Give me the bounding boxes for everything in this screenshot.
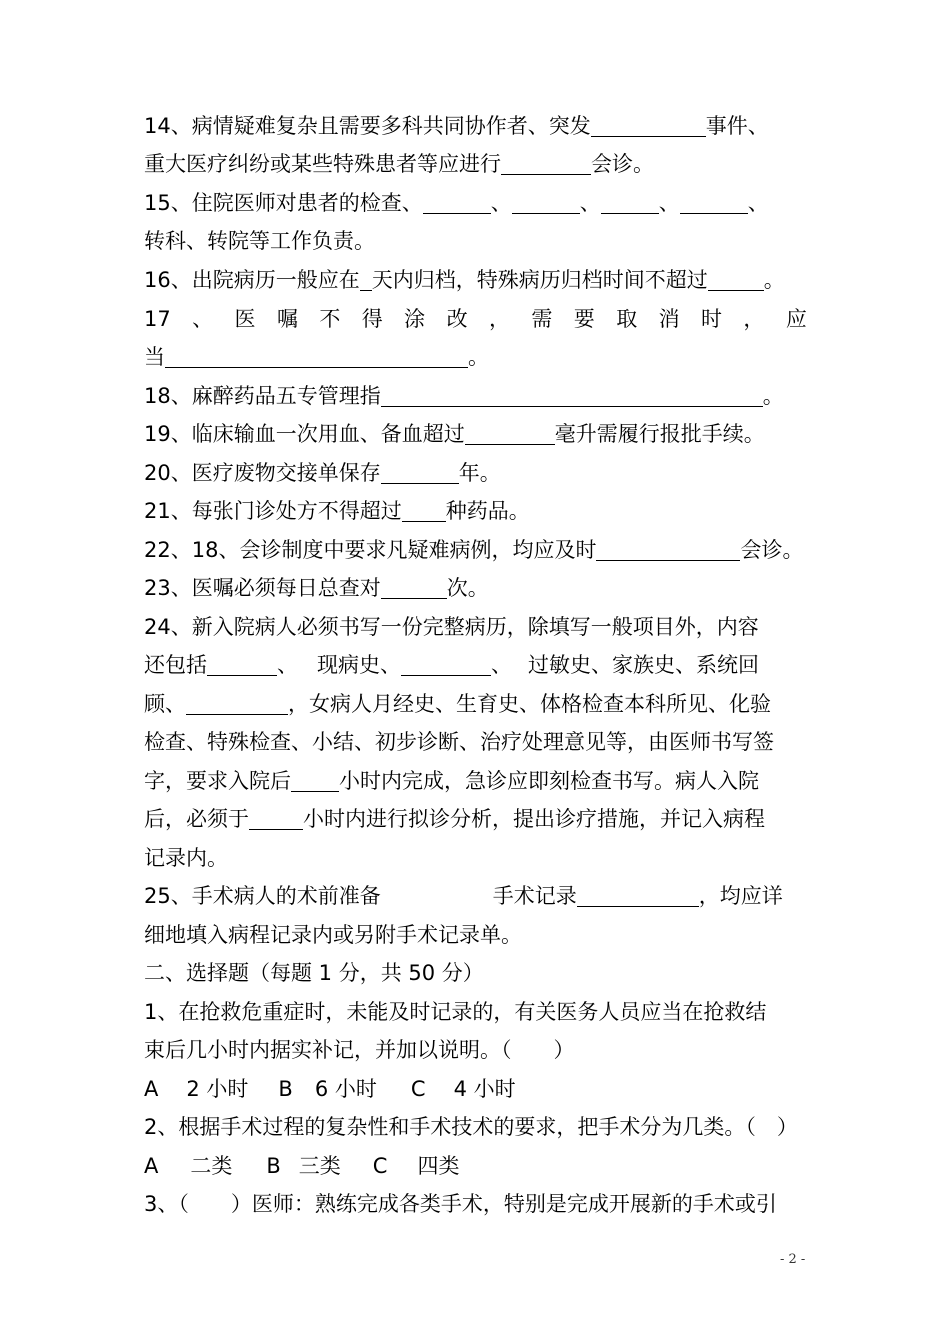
q17-char: 时 (701, 307, 723, 331)
q24-text: 小时内完成，急诊应即刻检查书写。病人入院 (339, 769, 759, 793)
question-21-line (144, 498, 530, 524)
question-24-line-2 (144, 652, 759, 678)
q24-blank-1 (207, 653, 277, 676)
q22-blank (596, 538, 740, 561)
question-24-line-7: 记录内。 (144, 846, 228, 870)
q16-text-c: 。 (763, 268, 785, 292)
question-24-line-3 (144, 691, 771, 717)
choice-2-line-1: 2、根据手术过程的复杂性和手术技术的要求，把手术分为几类。（ ） (144, 1115, 798, 1139)
option-text: 四类 (417, 1154, 460, 1178)
q14-text-b: 事件、 (705, 114, 769, 138)
section-heading: 二、选择题（每题 1 分，共 50 分） (144, 961, 484, 985)
option-letter: B (278, 1077, 293, 1101)
q18-blank (381, 384, 763, 407)
q25-text: ，均应详 (698, 884, 783, 908)
q24-text: ，女病人月经史、生育史、体格检查本科所见、化验 (288, 692, 771, 716)
q24-text: 、 (277, 653, 298, 677)
q20-blank (381, 461, 459, 484)
q24-blank-5 (249, 807, 303, 830)
q17-text-b: 当 (144, 345, 165, 369)
option-text: 2 小时 (186, 1077, 249, 1101)
option-letter: B (266, 1154, 281, 1178)
q23-blank (381, 576, 447, 599)
q18-text-b: 。 (762, 384, 784, 408)
q17-text-c: 。 (468, 345, 489, 369)
question-24-line-6 (144, 806, 765, 832)
q16-blank-1 (360, 268, 372, 291)
question-20-line (144, 460, 501, 486)
q17-char: 不 (319, 307, 341, 331)
q24-text: 、 (491, 653, 512, 677)
q19-text-b: 毫升需履行报批手续。 (554, 422, 765, 446)
q21-text-b: 种药品。 (445, 499, 530, 523)
q19-text-a: 19、临床输血一次用血、备血超过 (144, 422, 465, 446)
q17-char: 消 (658, 307, 680, 331)
option-text: 三类 (298, 1154, 341, 1178)
question-17-line-2 (144, 344, 489, 370)
question-14-line-1 (144, 113, 769, 139)
q17-char: 应 (785, 307, 807, 331)
q15-text-c: 转科、转院等工作负责。 (144, 229, 375, 253)
q24-text: 顾、 (144, 692, 186, 716)
q17-char: 17 (144, 307, 171, 331)
question-15-line-2 (144, 228, 375, 254)
choice-2-options (144, 1153, 459, 1179)
question-22-line (144, 537, 803, 563)
q24-blank-4 (291, 769, 339, 792)
q24-text: 现病史、 (317, 653, 401, 677)
q17-char: 取 (616, 307, 638, 331)
page-number: - 2 - (780, 1252, 806, 1267)
q17-char: 需 (531, 307, 553, 331)
q14-text-c: 重大医疗纠纷或某些特殊患者等应进行 (144, 152, 501, 176)
q21-text-a: 21、每张门诊处方不得超过 (144, 499, 402, 523)
q15-sep-2: 、 (579, 191, 601, 215)
q14-blank-1 (591, 114, 706, 137)
q17-char: 嘱 (276, 307, 298, 331)
q24-blank-3 (186, 692, 288, 715)
question-16-line (144, 267, 785, 293)
q16-blank-2 (708, 268, 764, 291)
q25-text: 手术记录 (492, 884, 577, 908)
question-24-line-5 (144, 768, 759, 794)
option-text: 二类 (190, 1154, 233, 1178)
option-text: 6 小时 (314, 1077, 377, 1101)
q21-blank (402, 499, 446, 522)
option-letter: C (372, 1154, 388, 1178)
q15-blank-2 (512, 191, 580, 214)
q17-char: 要 (573, 307, 595, 331)
q20-text-b: 年。 (458, 461, 501, 485)
question-24-line-4: 检查、特殊检查、小结、初步诊断、治疗处理意见等，由医师书写签 (144, 730, 774, 754)
q15-sep-3: 、 (658, 191, 680, 215)
question-15-line-1 (144, 190, 769, 216)
q14-text-d: 会诊。 (591, 152, 654, 176)
q15-sep-1: 、 (490, 191, 512, 215)
q23-text-b: 次。 (446, 576, 489, 600)
q22-text-b: 会诊。 (740, 538, 804, 562)
q18-text-a: 18、麻醉药品五专管理指 (144, 384, 381, 408)
question-25-line-2: 细地填入病程记录内或另附手术记录单。 (144, 923, 522, 947)
choice-1-line-2: 束后几小时内据实补记，并加以说明。（ ） (144, 1038, 575, 1062)
q20-text-a: 20、医疗废物交接单保存 (144, 461, 381, 485)
q16-text-b: 天内归档，特殊病历归档时间不超过 (371, 268, 708, 292)
option-letter: A (144, 1154, 159, 1178)
option-letter: A (144, 1077, 159, 1101)
q15-text-a: 15、住院医师对患者的检查、 (144, 191, 423, 215)
question-18-line (144, 383, 784, 409)
question-19-line (144, 421, 765, 447)
question-23-line (144, 575, 489, 601)
question-17-line-1 (144, 306, 807, 332)
choice-1-line-1: 1、在抢救危重症时，未能及时记录的，有关医务人员应当在抢救结 (144, 1000, 767, 1024)
q25-text: 25、手术病人的术前准备 (144, 884, 381, 908)
q17-char: ， (743, 307, 765, 331)
choice-3-line-1: 3、（ ）医师：熟练完成各类手术，特别是完成开展新的手术或引 (144, 1192, 777, 1216)
q14-text-a: 14、病情疑难复杂且需要多科共同协作者、突发 (144, 114, 591, 138)
q17-blank (165, 345, 468, 368)
q24-text: 还包括 (144, 653, 207, 677)
q15-blank-3 (601, 191, 659, 214)
q17-char: 、 (192, 307, 214, 331)
q25-blank (577, 884, 699, 907)
choice-1-options (144, 1076, 516, 1102)
question-24-line-1: 24、新入院病人必须书写一份完整病历，除填写一般项目外，内容 (144, 615, 759, 639)
q17-char: 得 (361, 307, 383, 331)
question-14-line-2 (144, 151, 654, 177)
q17-char: ， (488, 307, 510, 331)
q24-text: 小时内进行拟诊分析，提出诊疗措施，并记入病程 (303, 807, 765, 831)
q24-text: 后，必须于 (144, 807, 249, 831)
q22-text-a: 22、18、会诊制度中要求凡疑难病例，均应及时 (144, 538, 597, 562)
q23-text-a: 23、医嘱必须每日总查对 (144, 576, 381, 600)
q15-blank-4 (680, 191, 748, 214)
q24-blank-2 (401, 653, 491, 676)
q15-sep-4: 、 (747, 191, 769, 215)
q16-text-a: 16、出院病历一般应在 (144, 268, 360, 292)
q24-text: 过敏史、家族史、系统回 (528, 653, 759, 677)
q19-blank (465, 422, 555, 445)
option-letter: C (410, 1077, 426, 1101)
q15-blank-1 (423, 191, 491, 214)
question-25-line-1 (144, 883, 783, 909)
q17-char: 改 (446, 307, 468, 331)
q24-text: 字，要求入院后 (144, 769, 291, 793)
option-text: 4 小时 (453, 1077, 516, 1101)
q14-blank-2 (501, 152, 591, 175)
q17-char: 医 (234, 307, 256, 331)
q17-char: 涂 (404, 307, 426, 331)
